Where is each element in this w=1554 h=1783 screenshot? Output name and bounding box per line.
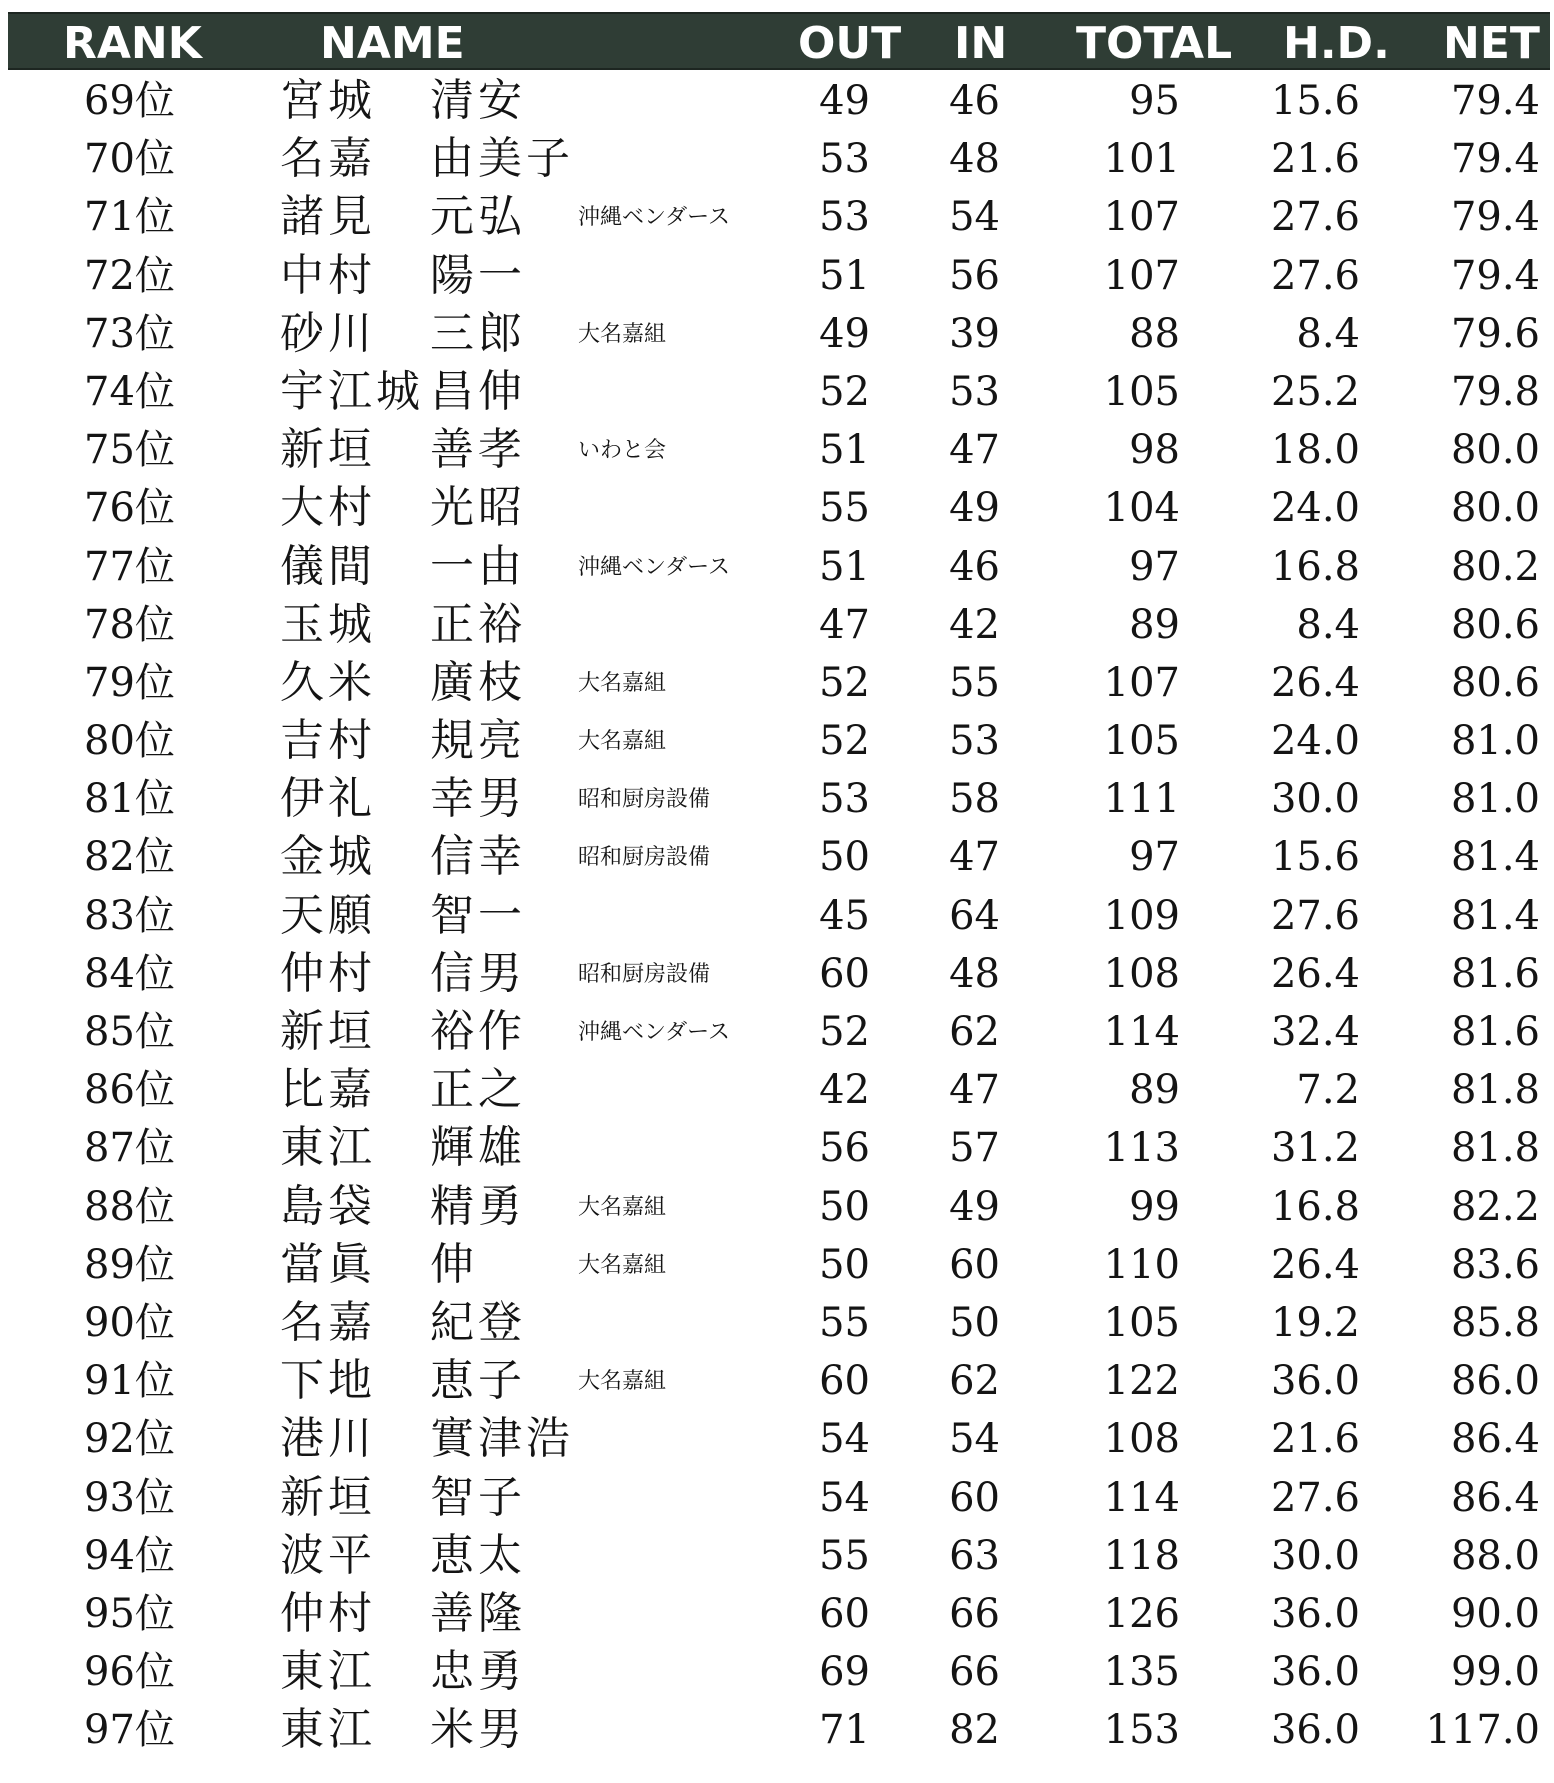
handicap-cell: 36.0 [1270, 1649, 1360, 1696]
total-score-cell: 135 [1103, 1649, 1180, 1696]
affiliation-cell: 昭和厨房設備 [578, 961, 711, 987]
net-score-cell: 82.2 [1450, 1183, 1540, 1230]
first-name-cell: 裕作 [430, 1006, 526, 1057]
net-score-cell: 99.0 [1450, 1649, 1540, 1696]
handicap-cell: 8.4 [1296, 310, 1360, 357]
rank-cell: 87位 [84, 1125, 175, 1172]
table-row [0, 1643, 1554, 1701]
out-score-cell: 56 [819, 1125, 870, 1172]
rank-cell: 88位 [84, 1183, 175, 1230]
last-name-cell: 比嘉 [280, 1064, 376, 1116]
out-score-cell: 69 [819, 1649, 870, 1696]
out-score-cell: 55 [819, 1532, 870, 1579]
out-score-cell: 53 [819, 194, 870, 241]
rank-cell: 92位 [84, 1416, 175, 1463]
in-score-cell: 58 [949, 776, 1000, 823]
handicap-cell: 31.2 [1270, 1125, 1360, 1172]
first-name-cell: 紀登 [430, 1296, 526, 1348]
first-name-cell: 由美子 [430, 133, 574, 185]
affiliation-cell [578, 1701, 748, 1759]
net-score-cell: 80.6 [1450, 601, 1540, 648]
affiliation-cell [578, 1294, 748, 1352]
in-score-cell: 64 [949, 892, 1000, 939]
handicap-cell: 16.8 [1270, 543, 1360, 590]
in-score-cell: 66 [949, 1590, 1000, 1637]
column-header-out: OUT [798, 18, 902, 69]
net-score-cell: 90.0 [1450, 1590, 1540, 1637]
first-name-cell: 信幸 [430, 831, 526, 883]
in-score-cell: 54 [949, 1416, 1000, 1463]
affiliation-cell: 大名嘉組 [578, 729, 667, 755]
total-score-cell: 101 [1103, 136, 1180, 183]
table-row [0, 1469, 1554, 1527]
out-score-cell: 54 [819, 1416, 870, 1463]
affiliation-cell [578, 247, 748, 305]
last-name-cell: 伊礼 [280, 773, 376, 825]
total-score-cell: 108 [1103, 950, 1180, 997]
out-score-cell: 49 [819, 310, 870, 357]
rank-cell: 71位 [84, 194, 175, 241]
table-row [0, 1003, 1554, 1061]
column-header-total: TOTAL [1076, 18, 1233, 69]
rank-cell: 84位 [84, 950, 175, 997]
last-name-cell: 中村 [280, 249, 376, 301]
total-score-cell: 122 [1103, 1358, 1180, 1405]
first-name-cell: 昌伸 [430, 365, 526, 417]
total-score-cell: 97 [1129, 834, 1180, 881]
in-score-cell: 46 [949, 543, 1000, 590]
rank-cell: 97位 [84, 1707, 175, 1754]
first-name-cell: 輝雄 [430, 1122, 526, 1174]
affiliation-cell: 昭和厨房設備 [578, 845, 711, 871]
total-score-cell: 105 [1103, 1299, 1180, 1346]
net-score-cell: 83.6 [1450, 1241, 1540, 1288]
table-row [0, 188, 1554, 246]
last-name-cell: 新垣 [280, 1006, 376, 1057]
total-score-cell: 108 [1103, 1416, 1180, 1463]
rank-cell: 70位 [84, 136, 175, 183]
net-score-cell: 85.8 [1450, 1299, 1540, 1346]
net-score-cell: 86.0 [1450, 1358, 1540, 1405]
column-header-rank: RANK [63, 18, 202, 69]
affiliation-cell [578, 1061, 748, 1119]
out-score-cell: 49 [819, 78, 870, 124]
net-score-cell: 81.4 [1450, 892, 1540, 939]
first-name-cell: 清安 [430, 75, 526, 126]
affiliation-cell [578, 596, 748, 654]
last-name-cell: 天願 [280, 889, 376, 941]
rank-cell: 91位 [84, 1358, 175, 1405]
first-name-cell: 恵子 [430, 1355, 526, 1407]
affiliation-cell [578, 363, 748, 421]
net-score-cell: 88.0 [1450, 1532, 1540, 1579]
in-score-cell: 82 [949, 1707, 1000, 1754]
first-name-cell: 忠勇 [430, 1646, 526, 1698]
net-score-cell: 81.8 [1450, 1125, 1540, 1172]
total-score-cell: 107 [1103, 252, 1180, 299]
table-row [0, 596, 1554, 654]
out-score-cell: 50 [819, 1241, 870, 1288]
rank-cell: 73位 [84, 310, 175, 357]
total-score-cell: 105 [1103, 718, 1180, 765]
handicap-cell: 27.6 [1270, 252, 1360, 299]
rank-cell: 80位 [84, 718, 175, 765]
handicap-cell: 18.0 [1270, 427, 1360, 474]
handicap-cell: 30.0 [1270, 1532, 1360, 1579]
in-score-cell: 49 [949, 1183, 1000, 1230]
first-name-cell: 精勇 [430, 1180, 526, 1232]
handicap-cell: 27.6 [1270, 892, 1360, 939]
first-name-cell: 實津浩 [430, 1413, 574, 1465]
out-score-cell: 42 [819, 1067, 870, 1114]
rank-cell: 85位 [84, 1009, 175, 1055]
net-score-cell: 117.0 [1425, 1707, 1540, 1754]
total-score-cell: 114 [1103, 1474, 1180, 1521]
total-score-cell: 109 [1103, 892, 1180, 939]
total-score-cell: 99 [1129, 1183, 1180, 1230]
out-score-cell: 53 [819, 776, 870, 823]
out-score-cell: 55 [819, 485, 870, 532]
last-name-cell: 港川 [280, 1413, 376, 1465]
last-name-cell: 吉村 [280, 715, 376, 767]
total-score-cell: 114 [1103, 1009, 1180, 1055]
net-score-cell: 80.0 [1450, 427, 1540, 474]
affiliation-cell [578, 887, 748, 945]
first-name-cell: 智子 [430, 1471, 526, 1523]
in-score-cell: 53 [949, 368, 1000, 415]
rank-cell: 89位 [84, 1241, 175, 1288]
table-row [0, 1061, 1554, 1119]
table-row [0, 130, 1554, 188]
net-score-cell: 79.4 [1450, 252, 1540, 299]
affiliation-cell [578, 72, 748, 130]
handicap-cell: 26.4 [1270, 659, 1360, 706]
in-score-cell: 48 [949, 136, 1000, 183]
in-score-cell: 42 [949, 601, 1000, 648]
out-score-cell: 51 [819, 427, 870, 474]
total-score-cell: 113 [1103, 1125, 1180, 1172]
last-name-cell: 儀間 [280, 540, 376, 592]
last-name-cell: 金城 [280, 831, 376, 883]
first-name-cell: 智一 [430, 889, 526, 941]
in-score-cell: 66 [949, 1649, 1000, 1696]
table-row [0, 1178, 1554, 1236]
last-name-cell: 名嘉 [280, 1296, 376, 1348]
handicap-cell: 15.6 [1270, 78, 1360, 124]
last-name-cell: 波平 [280, 1529, 376, 1581]
out-score-cell: 60 [819, 1358, 870, 1405]
handicap-cell: 36.0 [1270, 1590, 1360, 1637]
total-score-cell: 97 [1129, 543, 1180, 590]
table-row [0, 72, 1554, 130]
last-name-cell: 仲村 [280, 1587, 376, 1639]
handicap-cell: 25.2 [1270, 368, 1360, 415]
net-score-cell: 86.4 [1450, 1416, 1540, 1463]
affiliation-cell: 昭和厨房設備 [578, 787, 711, 813]
total-score-cell: 110 [1103, 1241, 1180, 1288]
handicap-cell: 26.4 [1270, 1241, 1360, 1288]
handicap-cell: 15.6 [1270, 834, 1360, 881]
net-score-cell: 80.0 [1450, 485, 1540, 532]
net-score-cell: 79.6 [1450, 310, 1540, 357]
first-name-cell: 三郎 [430, 307, 526, 359]
last-name-cell: 下地 [280, 1355, 376, 1407]
out-score-cell: 52 [819, 368, 870, 415]
total-score-cell: 88 [1129, 310, 1180, 357]
in-score-cell: 62 [949, 1009, 1000, 1055]
out-score-cell: 45 [819, 892, 870, 939]
rank-cell: 72位 [84, 252, 175, 299]
rank-cell: 74位 [84, 368, 175, 415]
first-name-cell: 幸男 [430, 773, 526, 825]
column-header-name: NAME [320, 18, 465, 69]
table-row [0, 945, 1554, 1003]
affiliation-cell: いわと会 [578, 438, 667, 464]
column-header-in: IN [954, 18, 1008, 69]
total-score-cell: 95 [1129, 78, 1180, 124]
affiliation-cell [578, 1410, 748, 1468]
net-score-cell: 86.4 [1450, 1474, 1540, 1521]
table-row [0, 363, 1554, 421]
total-score-cell: 107 [1103, 194, 1180, 241]
affiliation-cell: 沖縄ベンダース [578, 554, 731, 580]
out-score-cell: 60 [819, 1590, 870, 1637]
table-row [0, 247, 1554, 305]
in-score-cell: 49 [949, 485, 1000, 532]
net-score-cell: 80.6 [1450, 659, 1540, 706]
out-score-cell: 55 [819, 1299, 870, 1346]
out-score-cell: 52 [819, 1009, 870, 1055]
in-score-cell: 60 [949, 1474, 1000, 1521]
net-score-cell: 81.6 [1450, 1009, 1540, 1055]
table-row [0, 1236, 1554, 1294]
total-score-cell: 107 [1103, 659, 1180, 706]
handicap-cell: 21.6 [1270, 136, 1360, 183]
affiliation-cell: 大名嘉組 [578, 670, 667, 696]
first-name-cell: 正裕 [430, 598, 526, 650]
in-score-cell: 48 [949, 950, 1000, 997]
last-name-cell: 東江 [280, 1646, 376, 1698]
net-score-cell: 79.4 [1450, 78, 1540, 124]
handicap-cell: 21.6 [1270, 1416, 1360, 1463]
in-score-cell: 53 [949, 718, 1000, 765]
table-row [0, 1410, 1554, 1468]
rank-cell: 86位 [84, 1067, 175, 1114]
out-score-cell: 54 [819, 1474, 870, 1521]
affiliation-cell [578, 1585, 748, 1643]
first-name-cell: 恵太 [430, 1529, 526, 1581]
net-score-cell: 81.0 [1450, 718, 1540, 765]
rank-cell: 79位 [84, 659, 175, 706]
table-row [0, 538, 1554, 596]
table-row [0, 828, 1554, 886]
net-score-cell: 81.6 [1450, 950, 1540, 997]
first-name-cell: 光昭 [430, 482, 526, 534]
first-name-cell: 伸 [430, 1238, 478, 1290]
affiliation-cell [578, 1643, 748, 1701]
table-row [0, 305, 1554, 363]
rank-cell: 90位 [84, 1299, 175, 1346]
out-score-cell: 71 [819, 1707, 870, 1754]
affiliation-cell: 大名嘉組 [578, 1252, 667, 1278]
handicap-cell: 27.6 [1270, 1474, 1360, 1521]
in-score-cell: 56 [949, 252, 1000, 299]
table-row [0, 479, 1554, 537]
total-score-cell: 89 [1129, 1067, 1180, 1114]
total-score-cell: 105 [1103, 368, 1180, 415]
results-table-body [0, 72, 1554, 1759]
in-score-cell: 60 [949, 1241, 1000, 1288]
last-name-cell: 大村 [280, 482, 376, 534]
affiliation-cell: 大名嘉組 [578, 1369, 667, 1395]
net-score-cell: 81.4 [1450, 834, 1540, 881]
handicap-cell: 8.4 [1296, 601, 1360, 648]
net-score-cell: 81.8 [1450, 1067, 1540, 1114]
in-score-cell: 47 [949, 1067, 1000, 1114]
rank-cell: 75位 [84, 427, 175, 474]
table-row [0, 712, 1554, 770]
table-row [0, 1294, 1554, 1352]
rank-cell: 95位 [84, 1590, 175, 1637]
in-score-cell: 46 [949, 78, 1000, 124]
first-name-cell: 元弘 [430, 191, 526, 243]
last-name-cell: 名嘉 [280, 133, 376, 185]
rank-cell: 77位 [84, 543, 175, 590]
first-name-cell: 善隆 [430, 1587, 526, 1639]
total-score-cell: 111 [1103, 776, 1180, 823]
in-score-cell: 50 [949, 1299, 1000, 1346]
total-score-cell: 89 [1129, 601, 1180, 648]
rank-cell: 93位 [84, 1474, 175, 1521]
total-score-cell: 98 [1129, 427, 1180, 474]
out-score-cell: 51 [819, 543, 870, 590]
last-name-cell: 宮城 [280, 75, 376, 126]
rank-cell: 82位 [84, 834, 175, 881]
last-name-cell: 砂川 [280, 307, 376, 359]
handicap-cell: 36.0 [1270, 1358, 1360, 1405]
handicap-cell: 16.8 [1270, 1183, 1360, 1230]
table-row [0, 770, 1554, 828]
out-score-cell: 50 [819, 834, 870, 881]
first-name-cell: 廣枝 [430, 656, 526, 708]
handicap-cell: 30.0 [1270, 776, 1360, 823]
out-score-cell: 53 [819, 136, 870, 183]
in-score-cell: 47 [949, 834, 1000, 881]
last-name-cell: 新垣 [280, 424, 376, 476]
handicap-cell: 26.4 [1270, 950, 1360, 997]
in-score-cell: 55 [949, 659, 1000, 706]
last-name-cell: 宇江城 [280, 365, 424, 417]
handicap-cell: 32.4 [1270, 1009, 1360, 1055]
affiliation-cell: 沖縄ベンダース [578, 205, 731, 231]
affiliation-cell [578, 1119, 748, 1177]
last-name-cell: 新垣 [280, 1471, 376, 1523]
handicap-cell: 27.6 [1270, 194, 1360, 241]
rank-cell: 94位 [84, 1532, 175, 1579]
first-name-cell: 信男 [430, 947, 526, 999]
table-row [0, 1119, 1554, 1177]
out-score-cell: 47 [819, 601, 870, 648]
net-score-cell: 81.0 [1450, 776, 1540, 823]
rank-cell: 81位 [84, 776, 175, 823]
table-row [0, 1701, 1554, 1759]
affiliation-cell [578, 1527, 748, 1585]
in-score-cell: 54 [949, 194, 1000, 241]
handicap-cell: 7.2 [1296, 1067, 1360, 1114]
table-row [0, 1352, 1554, 1410]
table-row [0, 887, 1554, 945]
rank-cell: 69位 [84, 78, 175, 124]
first-name-cell: 規亮 [430, 715, 526, 767]
last-name-cell: 島袋 [280, 1180, 376, 1232]
net-score-cell: 80.2 [1450, 543, 1540, 590]
first-name-cell: 陽一 [430, 249, 526, 301]
table-row [0, 1585, 1554, 1643]
first-name-cell: 善孝 [430, 424, 526, 476]
handicap-cell: 36.0 [1270, 1707, 1360, 1754]
table-row [0, 654, 1554, 712]
rank-cell: 96位 [84, 1649, 175, 1696]
last-name-cell: 玉城 [280, 598, 376, 650]
last-name-cell: 東江 [280, 1704, 376, 1756]
table-row [0, 1527, 1554, 1585]
last-name-cell: 東江 [280, 1122, 376, 1174]
first-name-cell: 正之 [430, 1064, 526, 1116]
net-score-cell: 79.8 [1450, 368, 1540, 415]
total-score-cell: 118 [1103, 1532, 1180, 1579]
in-score-cell: 47 [949, 427, 1000, 474]
results-table-header [8, 12, 1550, 70]
out-score-cell: 52 [819, 718, 870, 765]
affiliation-cell: 大名嘉組 [578, 1194, 667, 1220]
column-header-net: NET [1443, 18, 1540, 69]
total-score-cell: 126 [1103, 1590, 1180, 1637]
out-score-cell: 51 [819, 252, 870, 299]
last-name-cell: 久米 [280, 656, 376, 708]
out-score-cell: 50 [819, 1183, 870, 1230]
out-score-cell: 52 [819, 659, 870, 706]
rank-cell: 78位 [84, 601, 175, 648]
affiliation-cell: 大名嘉組 [578, 321, 667, 347]
table-row [0, 421, 1554, 479]
rank-cell: 83位 [84, 892, 175, 939]
in-score-cell: 39 [949, 310, 1000, 357]
affiliation-cell [578, 479, 748, 537]
affiliation-cell [578, 1469, 748, 1527]
last-name-cell: 當眞 [280, 1238, 376, 1290]
rank-cell: 76位 [84, 485, 175, 532]
net-score-cell: 79.4 [1450, 194, 1540, 241]
column-header-hd: H.D. [1283, 18, 1390, 69]
affiliation-cell [578, 130, 748, 188]
last-name-cell: 諸見 [280, 191, 376, 243]
last-name-cell: 仲村 [280, 947, 376, 999]
affiliation-cell: 沖縄ベンダース [578, 1020, 731, 1045]
total-score-cell: 153 [1103, 1707, 1180, 1754]
in-score-cell: 62 [949, 1358, 1000, 1405]
in-score-cell: 57 [949, 1125, 1000, 1172]
net-score-cell: 79.4 [1450, 136, 1540, 183]
first-name-cell: 米男 [430, 1704, 526, 1756]
handicap-cell: 24.0 [1270, 485, 1360, 532]
in-score-cell: 63 [949, 1532, 1000, 1579]
out-score-cell: 60 [819, 950, 870, 997]
handicap-cell: 19.2 [1270, 1299, 1360, 1346]
total-score-cell: 104 [1103, 485, 1180, 532]
handicap-cell: 24.0 [1270, 718, 1360, 765]
first-name-cell: 一由 [430, 540, 526, 592]
